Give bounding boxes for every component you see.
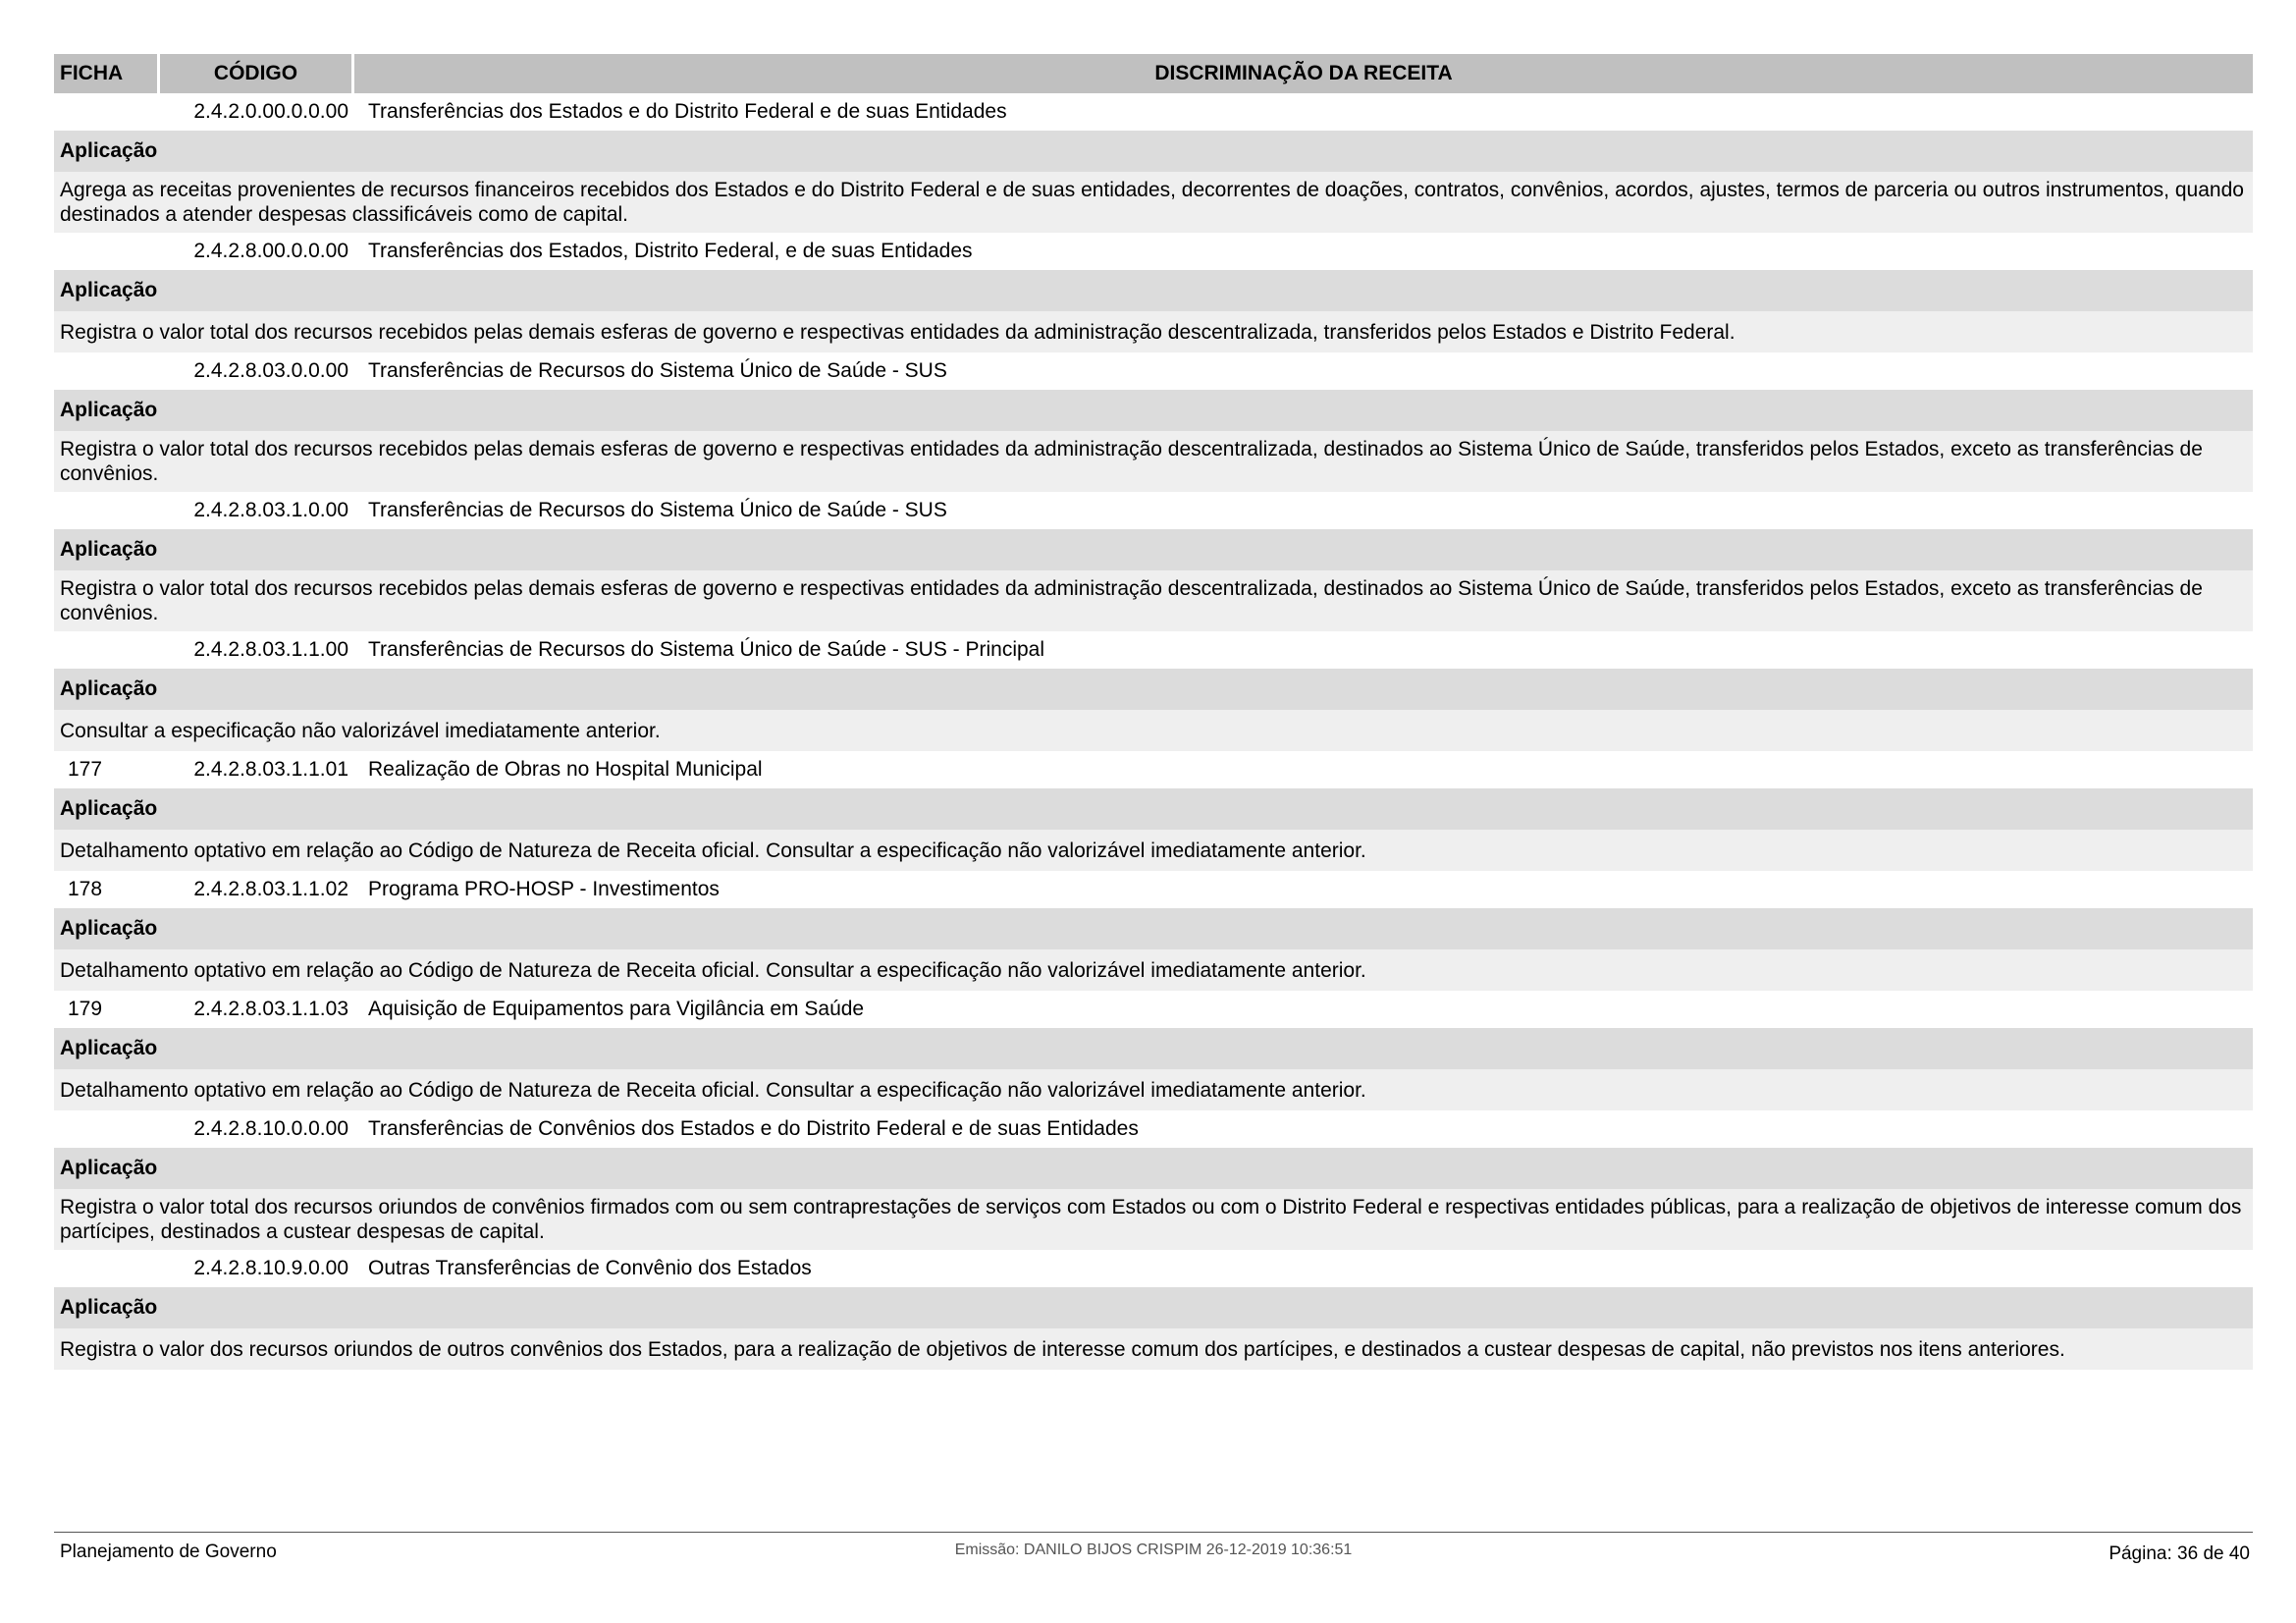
revenue-row bbox=[54, 233, 2253, 270]
aplicacao-text: Detalhamento optativo em relação ao Código de Natureza de Receita oficial. Consultar a especificação não valorizável imediatamente anterior. bbox=[54, 830, 2253, 871]
revenue-row bbox=[54, 492, 2253, 529]
codigo-cell: 2.4.2.8.03.1.1.03 bbox=[193, 998, 348, 1020]
codigo-cell: 2.4.2.8.03.1.1.00 bbox=[193, 638, 348, 661]
codigo-cell: 2.4.2.8.03.0.0.00 bbox=[193, 359, 348, 382]
revenue-row bbox=[54, 1110, 2253, 1148]
revenue-row bbox=[54, 93, 2253, 131]
aplicacao-text: Registra o valor dos recursos oriundos de outros convênios dos Estados, para a realização de objetivos de interesse comum dos partícipes, e destinados a custear despesas de capital, não previstos nos itens anteriores. bbox=[54, 1328, 2253, 1370]
revenue-row bbox=[54, 352, 2253, 390]
revenue-row bbox=[54, 751, 2253, 788]
ficha-cell: 179 bbox=[68, 998, 103, 1020]
codigo-cell: 2.4.2.8.03.1.1.01 bbox=[193, 758, 348, 781]
aplicacao-label: Aplicação bbox=[54, 131, 2253, 172]
descricao-cell: Transferências dos Estados e do Distrito Federal e de suas Entidades bbox=[368, 100, 1007, 123]
footer-divider bbox=[54, 1532, 2253, 1533]
revenue-row bbox=[54, 1250, 2253, 1287]
codigo-cell: 2.4.2.8.00.0.0.00 bbox=[193, 240, 348, 262]
header-discriminacao: DISCRIMINAÇÃO DA RECEITA bbox=[1154, 62, 1453, 84]
descricao-cell: Transferências de Recursos do Sistema Único de Saúde - SUS bbox=[368, 359, 947, 382]
descricao-cell: Transferências dos Estados, Distrito Federal, e de suas Entidades bbox=[368, 240, 973, 262]
descricao-cell: Transferências de Recursos do Sistema Único de Saúde - SUS - Principal bbox=[368, 638, 1045, 661]
aplicacao-label: Aplicação bbox=[54, 669, 2253, 710]
codigo-cell: 2.4.2.8.03.1.1.02 bbox=[193, 878, 348, 900]
ficha-cell: 178 bbox=[68, 878, 103, 900]
aplicacao-text: Registra o valor total dos recursos recebidos pelas demais esferas de governo e respectivas entidades da administração descentralizada, transferidos pelos Estados e Distrito Federal. bbox=[54, 311, 2253, 352]
codigo-cell: 2.4.2.0.00.0.0.00 bbox=[193, 100, 348, 123]
footer-emission: Emissão: DANILO BIJOS CRISPIM 26-12-2019 10:36:51 bbox=[954, 1542, 1353, 1558]
aplicacao-text: Agrega as receitas provenientes de recursos financeiros recebidos dos Estados e do Distrito Federal e de suas entidades, decorrentes de doações, contratos, convênios, acordos, ajustes, termos de parceria ou outros instrumentos, quando destinados a atender despesas classificáveis como de capital. bbox=[54, 172, 2253, 233]
aplicacao-label: Aplicação bbox=[54, 270, 2253, 311]
aplicacao-label: Aplicação bbox=[54, 1148, 2253, 1189]
aplicacao-text: Registra o valor total dos recursos recebidos pelas demais esferas de governo e respectivas entidades da administração descentralizada, destinados ao Sistema Único de Saúde, transferidos pelos Estados, exceto as transferências de convênios. bbox=[54, 570, 2253, 631]
aplicacao-label: Aplicação bbox=[54, 1287, 2253, 1328]
header-ficha: FICHA bbox=[54, 54, 160, 93]
descricao-cell: Aquisição de Equipamentos para Vigilância em Saúde bbox=[368, 998, 865, 1020]
descricao-cell: Realização de Obras no Hospital Municipal bbox=[368, 758, 763, 781]
aplicacao-label: Aplicação bbox=[54, 390, 2253, 431]
aplicacao-label: Aplicação bbox=[54, 908, 2253, 949]
footer-department: Planejamento de Governo bbox=[60, 1542, 277, 1562]
codigo-cell: 2.4.2.8.10.0.0.00 bbox=[193, 1117, 348, 1140]
codigo-cell: 2.4.2.8.03.1.0.00 bbox=[193, 499, 348, 521]
revenue-row bbox=[54, 631, 2253, 669]
footer-page-number: Página: 36 de 40 bbox=[2109, 1543, 2250, 1564]
descricao-cell: Programa PRO-HOSP - Investimentos bbox=[368, 878, 720, 900]
revenue-row bbox=[54, 991, 2253, 1028]
aplicacao-label: Aplicação bbox=[54, 1028, 2253, 1069]
codigo-cell: 2.4.2.8.10.9.0.00 bbox=[193, 1257, 348, 1279]
table-header bbox=[54, 54, 2253, 93]
revenue-row bbox=[54, 871, 2253, 908]
aplicacao-text: Registra o valor total dos recursos recebidos pelas demais esferas de governo e respectivas entidades da administração descentralizada, destinados ao Sistema Único de Saúde, transferidos pelos Estados, exceto as transferências de convênios. bbox=[54, 431, 2253, 492]
aplicacao-text: Consultar a especificação não valorizável imediatamente anterior. bbox=[54, 710, 2253, 751]
descricao-cell: Transferências de Convênios dos Estados e do Distrito Federal e de suas Entidades bbox=[368, 1117, 1139, 1140]
aplicacao-text: Detalhamento optativo em relação ao Código de Natureza de Receita oficial. Consultar a especificação não valorizável imediatamente anterior. bbox=[54, 1069, 2253, 1110]
aplicacao-label: Aplicação bbox=[54, 529, 2253, 570]
revenue-report bbox=[54, 54, 2253, 1370]
aplicacao-text: Registra o valor total dos recursos oriundos de convênios firmados com ou sem contraprestações de serviços com Estados ou com o Distrito Federal e respectivas entidades públicas, para a realização de objetivos de interesse comum dos partícipes, destinados a custear despesas de capital. bbox=[54, 1189, 2253, 1250]
descricao-cell: Transferências de Recursos do Sistema Único de Saúde - SUS bbox=[368, 499, 947, 521]
header-codigo: CÓDIGO bbox=[160, 54, 354, 93]
aplicacao-label: Aplicação bbox=[54, 788, 2253, 830]
aplicacao-text: Detalhamento optativo em relação ao Código de Natureza de Receita oficial. Consultar a especificação não valorizável imediatamente anterior. bbox=[54, 949, 2253, 991]
descricao-cell: Outras Transferências de Convênio dos Estados bbox=[368, 1257, 812, 1279]
ficha-cell: 177 bbox=[68, 758, 103, 781]
